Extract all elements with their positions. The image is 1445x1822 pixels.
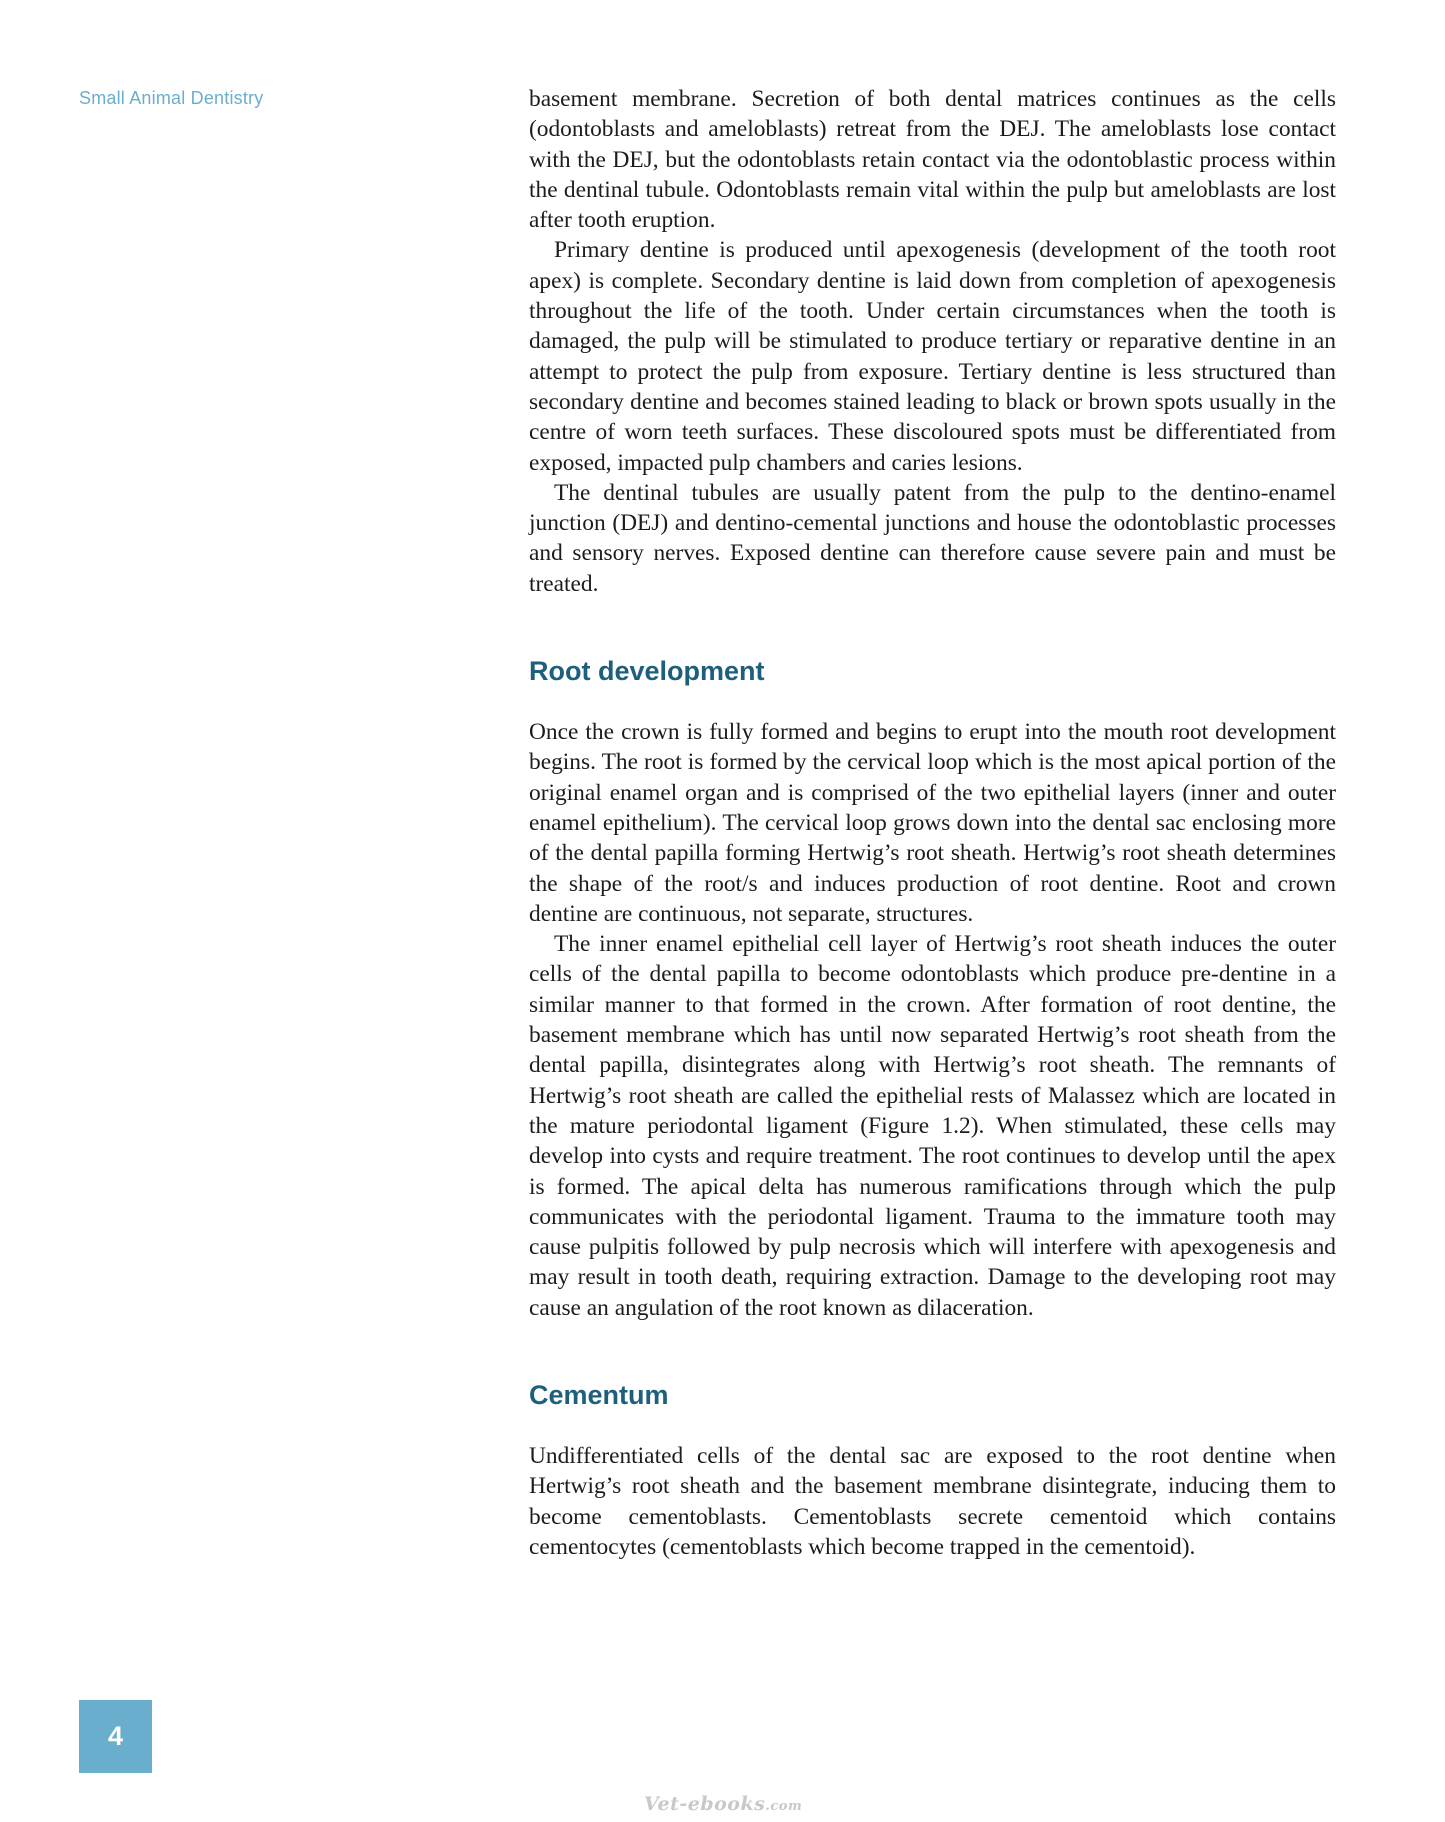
body-paragraph: basement membrane. Secretion of both dental matrices continues as the cells (odontoblasts and ameloblasts) retreat from the DEJ. The ameloblasts lose contact with the DEJ, but the odontoblasts retain contact via the odontoblastic process within the dentinal tubule. Odontoblasts remain vital within the pulp but ameloblasts are lost after tooth eruption. bbox=[529, 86, 1336, 234]
watermark-text: Vet-ebooks bbox=[644, 1793, 766, 1815]
page-number: 4 bbox=[79, 1700, 152, 1773]
body-paragraph: Primary dentine is produced until apexogenesis (development of the tooth root apex) is complete. Secondary dentine is laid down from completion of apexogenesis throughout the life of the tooth. Under certain circumstances when the tooth is damaged, the pulp will be stimulated to produce tertiary or reparative dentine in an attempt to protect the pulp from exposure. Tertiary dentine is less structured than secondary dentine and becomes stained leading to black or brown spots usually in the centre of worn teeth surfaces. These discoloured spots must be differentiated from exposed, impacted pulp chambers and caries lesions. bbox=[529, 237, 1336, 476]
section-heading-cementum: Cementum bbox=[529, 1379, 669, 1410]
section-heading-root-development: Root development bbox=[529, 656, 765, 687]
body-paragraph: Once the crown is fully formed and begins to erupt into the mouth root development begins. The root is formed by the cervical loop which is the most apical portion of the original enamel organ and is comprised of the two epithelial layers (inner and outer enamel epithelium). The cervical loop grows down into the dental sac enclosing more of the dental papilla forming Hertwig’s root sheath. Hertwig’s root sheath determines the shape of the root/s and induces production of root dentine. Root and crown dentine are continuous, not separate, structures. bbox=[529, 719, 1336, 927]
main-text-column bbox=[529, 84, 1336, 1562]
body-paragraph: The inner enamel epithelial cell layer of Hertwig’s root sheath induces the outer cells of the dental papilla to become odontoblasts which produce pre-dentine in a similar manner to that formed in the crown. After formation of root dentine, the basement membrane which has until now separated Hertwig’s root sheath from the dental papilla, disintegrates along with Hertwig’s root sheath. The remnants of Hertwig’s root sheath are called the epithelial rests of Malassez which are located in the mature periodontal ligament (Figure 1.2). When stimulated, these cells may develop into cysts and require treatment. The root continues to develop until the apex is formed. The apical delta has numerous ramifications through which the pulp communicates with the periodontal ligament. Trauma to the immature tooth may cause pulpitis followed by pulp necrosis which will interfere with apexogenesis and may result in tooth death, requiring extraction. Damage to the developing root may cause an angulation of the root known as dilaceration. bbox=[529, 931, 1336, 1321]
watermark-suffix: .com bbox=[765, 1799, 803, 1814]
body-paragraph: Undifferentiated cells of the dental sac are exposed to the root dentine when Hertwig’s root sheath and the basement membrane disintegrate, inducing them to become cementoblasts. Cementoblasts secrete cementoid which contains cementocytes (cementoblasts which become trapped in the cementoid). bbox=[529, 1442, 1336, 1560]
running-head: Small Animal Dentistry bbox=[79, 88, 264, 108]
body-paragraph: The dentinal tubules are usually patent from the pulp to the dentino-enamel junction (DEJ) and dentino-cemental junctions and house the odontoblastic processes and sensory nerves. Exposed dentine can therefore cause severe pain and must be treated. bbox=[529, 479, 1336, 597]
watermark-logo bbox=[644, 1793, 802, 1815]
